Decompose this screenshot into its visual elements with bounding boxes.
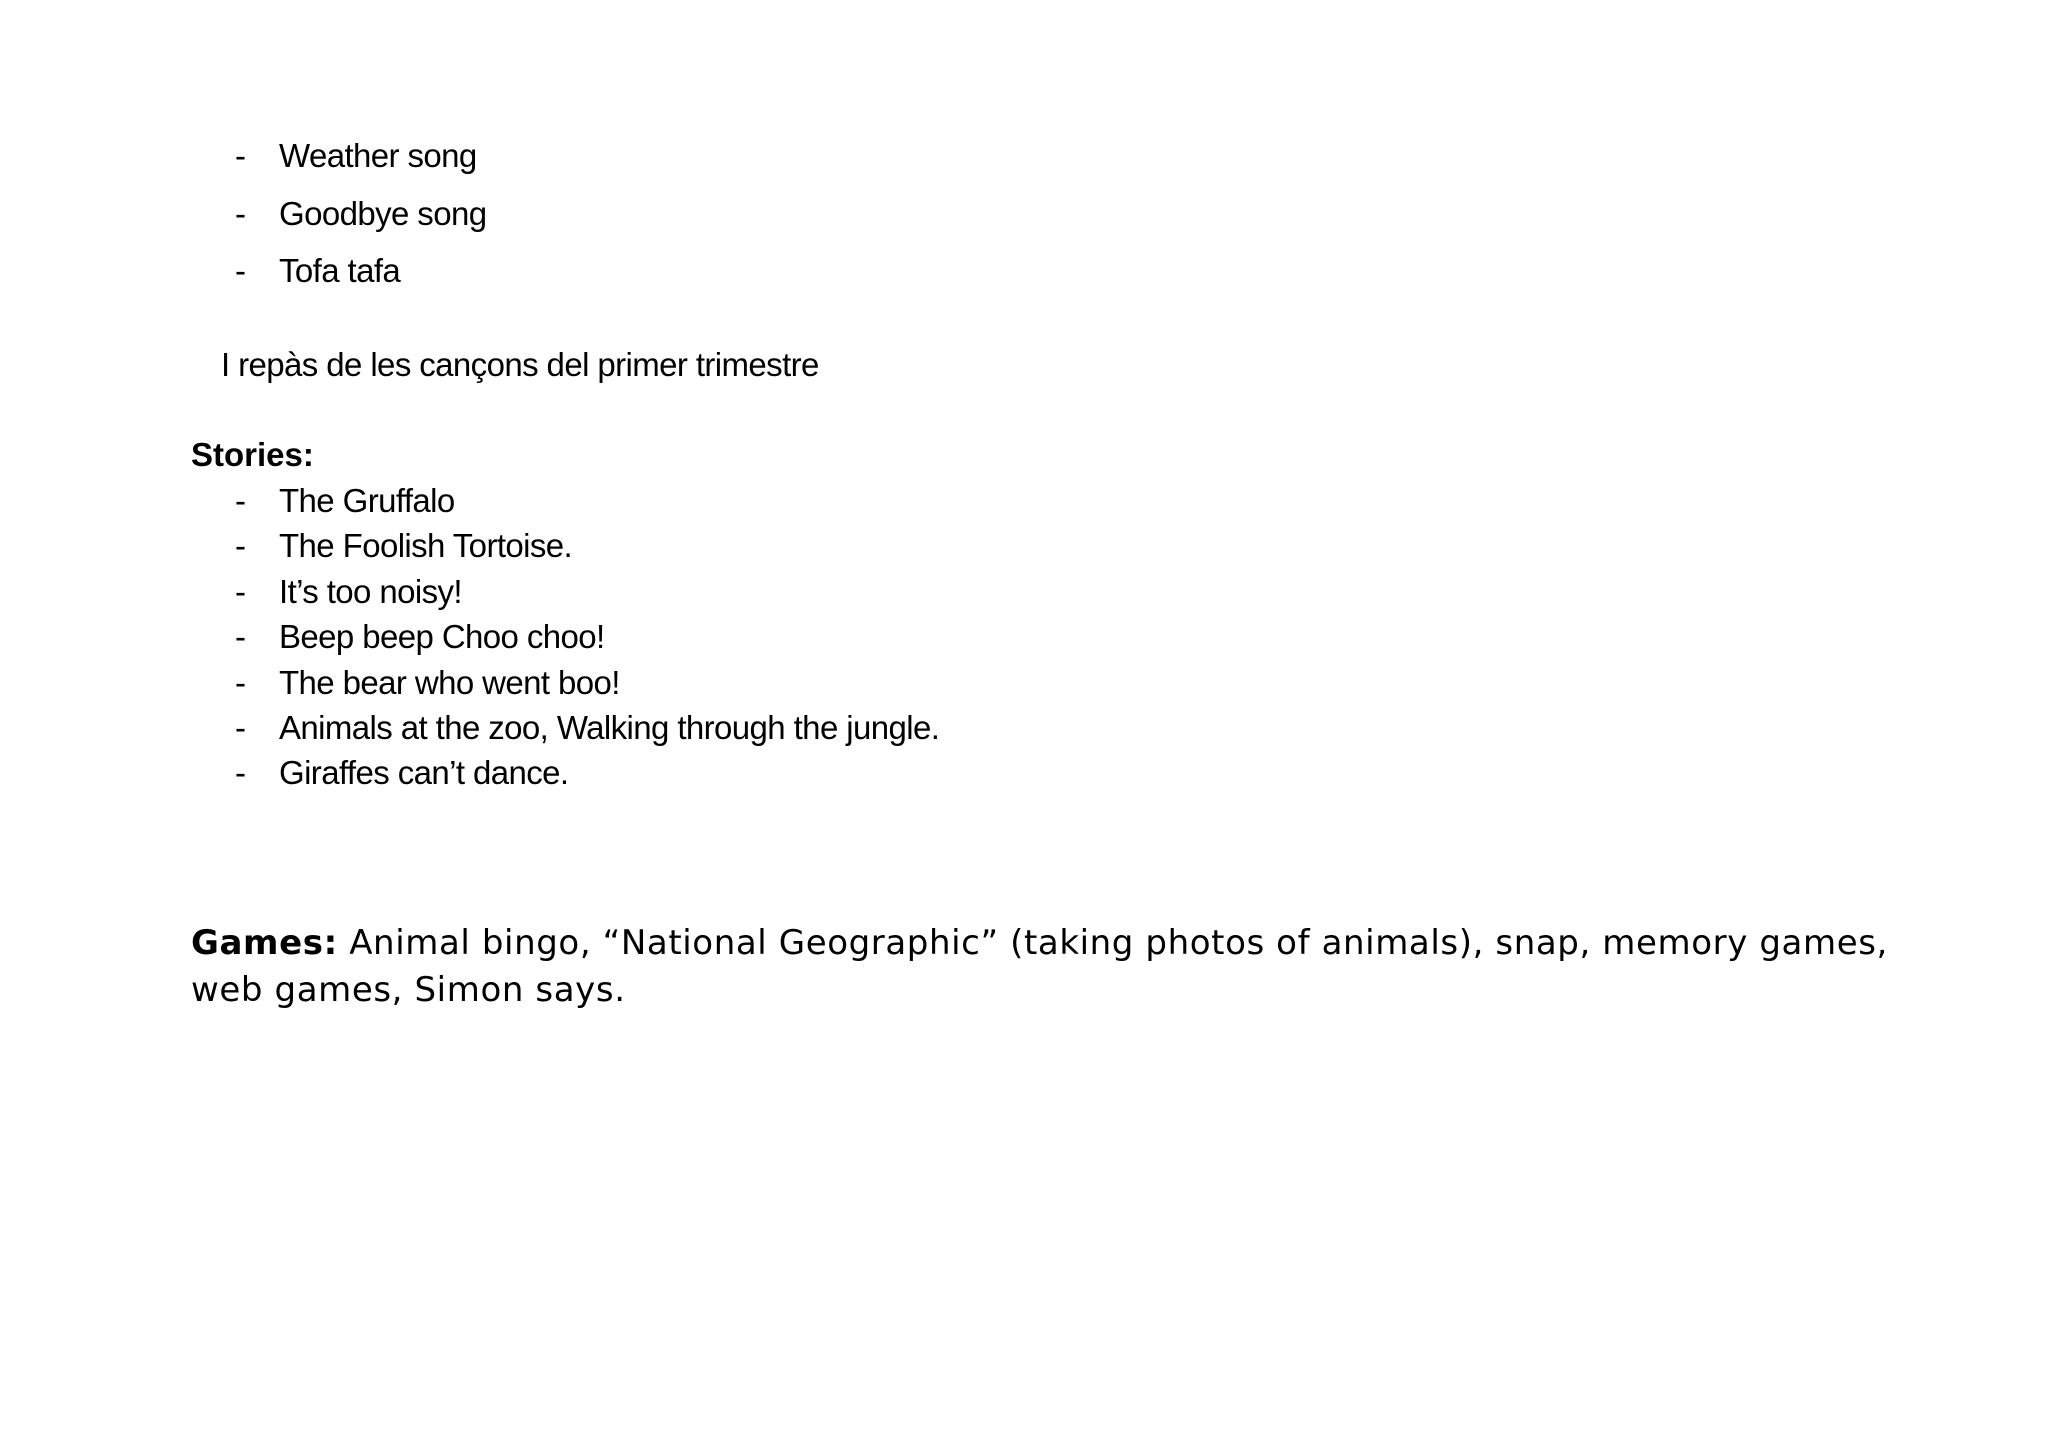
- list-item-text: It’s too noisy!: [279, 572, 462, 610]
- list-bullet: -: [235, 754, 246, 792]
- list-bullet: -: [235, 482, 246, 519]
- list-bullet: -: [235, 252, 246, 289]
- list-item-text: The Foolish Tortoise.: [279, 527, 573, 565]
- games-paragraph: [191, 920, 1891, 1014]
- list-item-text: Giraffes can’t dance.: [279, 754, 569, 792]
- games-text: Animal bingo, “National Geographic” (taking photos of animals), snap, memory games, web games, Simon says.: [191, 923, 1888, 1010]
- list-item-text: Animals at the zoo, Walking through the jungle.: [279, 708, 940, 746]
- list-bullet: -: [235, 194, 246, 232]
- list-bullet: -: [235, 618, 246, 656]
- games-label: Games:: [191, 923, 338, 963]
- list-bullet: -: [235, 708, 246, 746]
- list-item-text: Goodbye song: [279, 194, 487, 232]
- review-note: I repàs de les cançons del primer trimestre: [221, 346, 819, 383]
- list-item-text: The Gruffalo: [279, 482, 455, 519]
- stories-heading: Stories:: [191, 436, 314, 473]
- list-item-text: Tofa tafa: [279, 252, 401, 289]
- list-bullet: -: [235, 137, 246, 174]
- list-item-text: Beep beep Choo choo!: [279, 618, 605, 656]
- list-bullet: -: [235, 572, 246, 610]
- list-bullet: -: [235, 527, 246, 565]
- list-item-text: The bear who went boo!: [279, 663, 620, 701]
- list-bullet: -: [235, 663, 246, 701]
- list-item-text: Weather song: [279, 137, 477, 174]
